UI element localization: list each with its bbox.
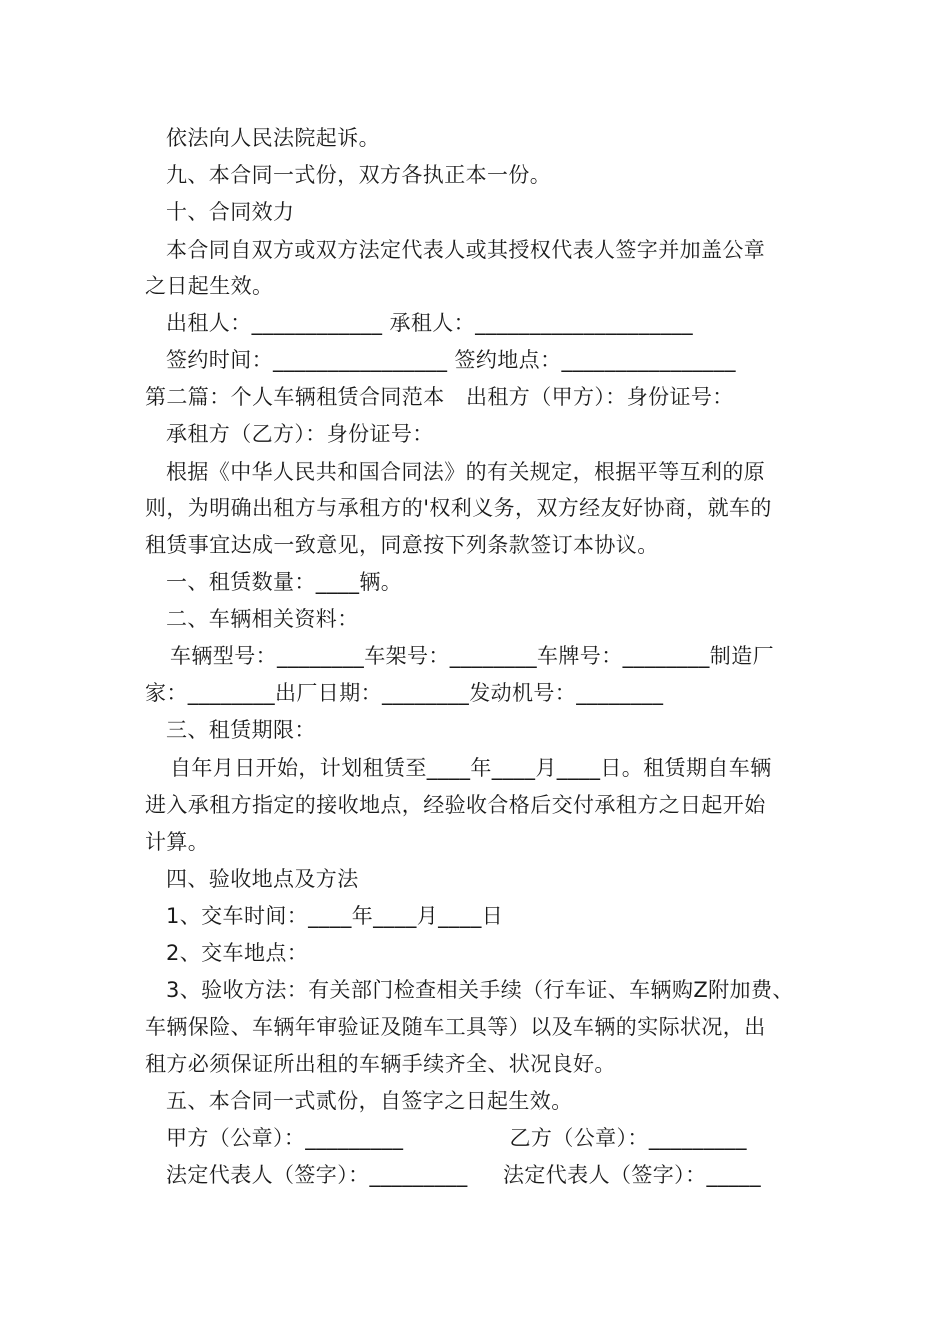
clause-one: 一、租赁数量：____辆。 <box>166 570 403 594</box>
paragraph-line: 计算。 <box>145 830 210 854</box>
paragraph-line: 本合同自双方或双方法定代表人或其授权代表人签字并加盖公章 <box>166 238 766 262</box>
paragraph-line: 3、验收方法：有关部门检查相关手续（行车证、车辆购Z附加费、 <box>166 978 794 1002</box>
paragraph-line: 进入承租方指定的接收地点，经验收合格后交付承租方之日起开始 <box>145 793 766 817</box>
clause-four-heading: 四、验收地点及方法 <box>166 867 359 891</box>
paragraph-line: 1、交车时间：____年____月____日 <box>166 904 504 928</box>
signature-line-date-place: 签约时间：________________ 签约地点：________________ <box>166 348 736 372</box>
paragraph-line: 承租方（乙方）：身份证号： <box>166 422 434 446</box>
paragraph-line: 租方必须保证所出租的车辆手续齐全、状况良好。 <box>145 1052 616 1076</box>
clause-ten-heading: 十、合同效力 <box>166 200 295 224</box>
clause-nine: 九、本合同一式份，双方各执正本一份。 <box>166 163 552 187</box>
signature-line-representatives: 法定代表人（签字）：_________ 法定代表人（签字）：_____ <box>166 1163 761 1187</box>
clause-five: 五、本合同一式贰份，自签字之日起生效。 <box>166 1089 573 1113</box>
paragraph-line: 家：________出厂日期：________发动机号：________ <box>145 681 664 705</box>
paragraph-line: 根据《中华人民共和国合同法》的有关规定，根据平等互利的原 <box>166 460 766 484</box>
paragraph-line: 车辆型号：________车架号：________车牌号：________制造厂 <box>170 644 774 668</box>
paragraph-line: 2、交车地点： <box>166 941 309 965</box>
paragraph-line: 依法向人民法院起诉。 <box>166 126 380 150</box>
paragraph-line: 则，为明确出租方与承租方的'权利义务，双方经友好协商，就车的 <box>145 496 772 520</box>
clause-three-heading: 三、租赁期限： <box>166 718 316 742</box>
paragraph-line: 车辆保险、车辆年审验证及随车工具等）以及车辆的实际状况，出 <box>145 1015 766 1039</box>
paragraph-line: 自年月日开始，计划租赁至____年____月____日。租赁期自车辆 <box>170 756 772 780</box>
signature-line-seals: 甲方（公章）：_________ 乙方（公章）：_________ <box>166 1126 747 1150</box>
clause-two-heading: 二、车辆相关资料： <box>166 607 359 631</box>
paragraph-line: 租赁事宜达成一致意见，同意按下列条款签订本协议。 <box>145 533 659 557</box>
section-two-heading: 第二篇：个人车辆租赁合同范本 出租方（甲方）：身份证号： <box>145 385 734 409</box>
signature-line-parties: 出租人：____________ 承租人：____________________ <box>166 311 694 335</box>
paragraph-line: 之日起生效。 <box>145 274 274 298</box>
